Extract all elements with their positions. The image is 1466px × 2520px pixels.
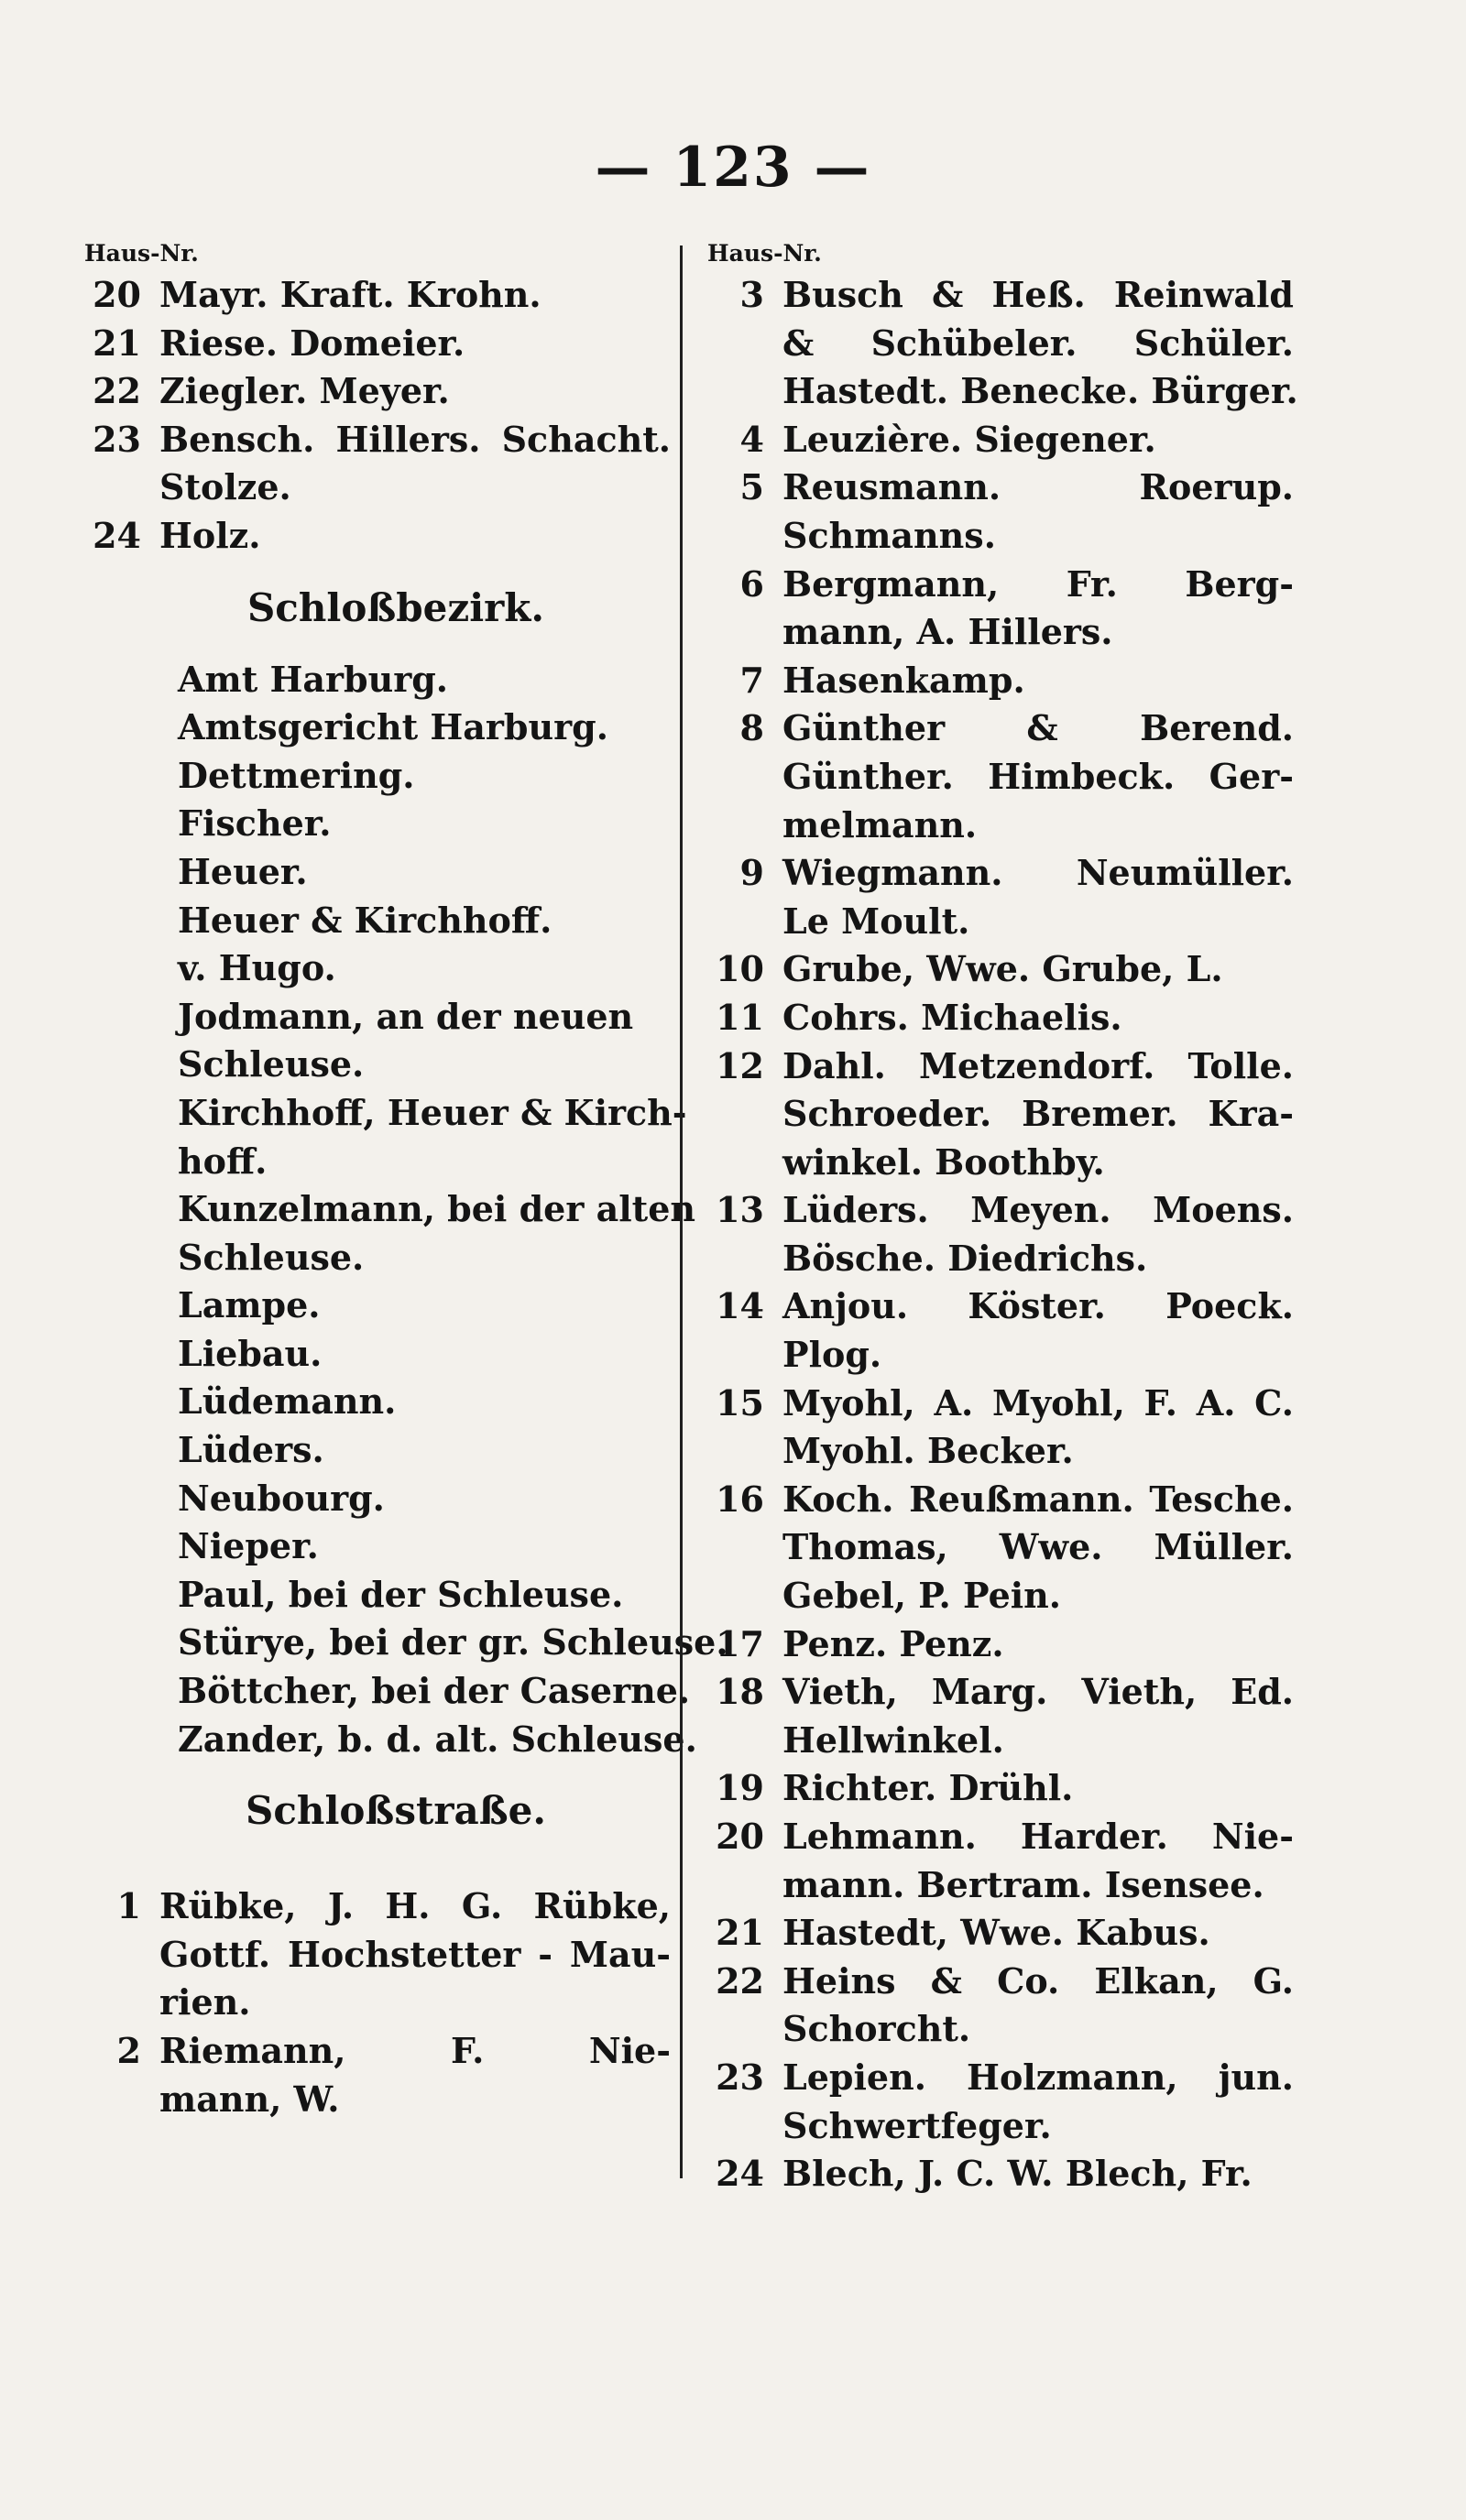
- institution-or-resident: Zander, b. d. alt. Schleuse.: [178, 1718, 697, 1760]
- entry-line: [84, 944, 671, 993]
- entry-line: [707, 1668, 1294, 1717]
- entry-line: [707, 753, 1294, 802]
- resident-names: Blech, J. C. W. Blech, Fr.: [782, 2153, 1253, 2195]
- resident-names: Holz.: [159, 514, 261, 556]
- entry-line: [707, 1235, 1294, 1283]
- resident-names: Grube, Wwe. Grube, L.: [782, 948, 1223, 990]
- left-column: [84, 236, 728, 2123]
- house-number: 3: [739, 274, 764, 315]
- institution-or-resident: Kunzelmann, bei der alten: [178, 1188, 696, 1230]
- indent: [84, 1475, 159, 1523]
- house-number: 6: [739, 562, 764, 605]
- house-number: [707, 608, 764, 657]
- entry-line: [707, 1958, 1294, 2006]
- section-heading-schlossbezirk: Schloßbezirk.: [246, 584, 545, 630]
- resident-names: Mayr. Kraft. Krohn.: [159, 274, 542, 315]
- house-number: 9: [739, 852, 764, 894]
- house-number: 20: [93, 274, 141, 315]
- entry-line: [707, 1523, 1294, 1572]
- house-number: 5: [739, 466, 764, 508]
- indent: [84, 1426, 159, 1475]
- resident-names: Richter. Drühl.: [782, 1767, 1074, 1809]
- institution-or-resident: Lüdemann.: [178, 1380, 397, 1423]
- resident-names: Ziegler. Meyer.: [159, 370, 450, 412]
- entry-line: [707, 994, 1294, 1042]
- indent: [84, 1619, 159, 1667]
- resident-names: & Schübeler. Schüler.: [782, 322, 1294, 364]
- entry-line: [84, 2076, 671, 2124]
- indent: [84, 1716, 159, 1764]
- resident-names: Anjou. Köster. Poeck.: [782, 1285, 1294, 1327]
- entry-line: [707, 2102, 1294, 2151]
- house-number: [707, 1523, 764, 1572]
- resident-names: Myohl, A. Myohl, F. A. C.: [782, 1381, 1294, 1424]
- house-number: 8: [739, 707, 764, 749]
- entry-line: [707, 271, 1294, 320]
- house-number: [707, 1572, 764, 1620]
- institution-or-resident: Lüders.: [178, 1429, 324, 1471]
- resident-names: Riemann, F. Nie-: [159, 2030, 671, 2071]
- resident-names: Hastedt. Benecke. Bürger.: [782, 370, 1298, 412]
- institution-or-resident: Jodmann, an der neuen: [178, 995, 634, 1037]
- entry-line: [707, 320, 1294, 368]
- entry-line: [707, 1909, 1294, 1958]
- resident-names: Rübke, J. H. G. Rübke,: [159, 1885, 671, 1927]
- institution-or-resident: Neubourg.: [178, 1477, 385, 1519]
- resident-names: Lüders. Meyen. Moens.: [782, 1189, 1294, 1231]
- entry-line: [84, 1330, 671, 1379]
- indent: [84, 656, 159, 704]
- page-number: — 123 —: [595, 136, 871, 200]
- resident-names: Riese. Domeier.: [159, 322, 465, 364]
- entry-line: [707, 657, 1294, 705]
- house-number: [707, 802, 764, 850]
- indent: [84, 1667, 159, 1716]
- entry-line: [707, 1620, 1294, 1669]
- entry-line: [707, 945, 1294, 994]
- house-number: 24: [93, 514, 141, 556]
- entry-line: [707, 2150, 1294, 2198]
- entry-line: [84, 1041, 671, 1089]
- resident-names: Heins & Co. Elkan, G.: [782, 1959, 1294, 2002]
- entry-line: [707, 2005, 1294, 2054]
- house-number: 15: [716, 1381, 764, 1424]
- entry-line: [707, 367, 1298, 416]
- entry-line: [84, 1138, 671, 1186]
- indent: [84, 1330, 159, 1379]
- entry-line: [84, 752, 671, 801]
- schlossbezirk-list: [84, 656, 728, 1764]
- house-number: 17: [716, 1622, 764, 1664]
- entry-line: [707, 1282, 1294, 1331]
- resident-names: mann, A. Hillers.: [782, 611, 1113, 653]
- entry-line: [84, 1979, 671, 2027]
- house-number: [707, 2005, 764, 2054]
- entry-line: [84, 1882, 671, 1931]
- institution-or-resident: Dettmering.: [178, 754, 415, 796]
- entry-line: [707, 1090, 1294, 1139]
- house-number: 4: [739, 418, 764, 460]
- institution-or-resident: Stürye, bei der gr. Schleuse.: [178, 1621, 728, 1664]
- indent: [84, 848, 159, 897]
- entry-line: [84, 271, 671, 320]
- indent: [84, 1138, 159, 1186]
- institution-or-resident: Fischer.: [178, 802, 332, 845]
- entry-line: [84, 512, 671, 561]
- indent: [84, 1041, 159, 1089]
- resident-names: Gottf. Hochstetter - Mau-: [159, 1933, 671, 1975]
- resident-names: Bensch. Hillers. Schacht.: [159, 418, 671, 460]
- entry-line: [84, 1089, 687, 1138]
- entry-line: [707, 416, 1294, 464]
- house-number: 21: [93, 322, 141, 364]
- resident-names: Cohrs. Michaelis.: [782, 996, 1122, 1038]
- resident-names: Plog.: [782, 1334, 882, 1376]
- resident-names: Vieth, Marg. Vieth, Ed.: [782, 1671, 1294, 1713]
- resident-names: Hastedt, Wwe. Kabus.: [782, 1912, 1210, 1954]
- house-number: 10: [716, 948, 764, 990]
- house-number: 12: [716, 1044, 764, 1086]
- house-number: [84, 464, 141, 512]
- house-number: [707, 1331, 764, 1380]
- entry-line: [84, 367, 671, 416]
- institution-or-resident: Lampe.: [178, 1284, 321, 1326]
- resident-names: Hasenkamp.: [782, 659, 1025, 701]
- resident-names: Lepien. Holzmann, jun.: [782, 2056, 1294, 2098]
- resident-names: Hellwinkel.: [782, 1718, 1004, 1761]
- resident-names: Koch. Reußmann. Tesche.: [782, 1478, 1294, 1520]
- resident-names: Gebel, P. Pein.: [782, 1575, 1062, 1617]
- entry-line: [84, 656, 671, 704]
- institution-or-resident: Heuer & Kirchhoff.: [178, 899, 552, 941]
- entry-line: [707, 1331, 1294, 1380]
- resident-names: Busch & Heß. Reinwald: [782, 274, 1294, 315]
- entry-line: [707, 1139, 1294, 1187]
- institution-or-resident: Schleuse.: [178, 1236, 365, 1278]
- entry-line: [84, 1185, 696, 1234]
- house-number: 14: [716, 1285, 764, 1327]
- institution-or-resident: Amtsgericht Harburg.: [178, 706, 608, 748]
- house-number: 23: [93, 418, 141, 460]
- resident-names: Reusmann. Roerup.: [782, 466, 1294, 508]
- entry-line: [707, 898, 1294, 946]
- resident-names: Stolze.: [159, 466, 291, 508]
- house-number: [707, 1139, 764, 1187]
- resident-names: Schorcht.: [782, 2008, 971, 2050]
- entry-line: [707, 1764, 1294, 1813]
- section-heading-schlossstrasse: Schloßstraße.: [246, 1788, 546, 1834]
- indent: [84, 1378, 159, 1426]
- resident-names: Schmanns.: [782, 514, 996, 556]
- resident-names: Günther & Berend.: [782, 707, 1294, 749]
- resident-names: Schwertfeger.: [782, 2104, 1052, 2146]
- right-column: [707, 236, 1298, 2198]
- resident-names: mann, W.: [159, 2078, 340, 2120]
- institution-or-resident: Kirchhoff, Heuer & Kirch-: [178, 1091, 687, 1133]
- entry-line: [84, 704, 671, 752]
- entry-line: [707, 1042, 1294, 1091]
- indent: [84, 704, 159, 752]
- house-number: [707, 1235, 764, 1283]
- resident-names: Penz. Penz.: [782, 1622, 1004, 1664]
- resident-names: Myohl. Becker.: [782, 1430, 1074, 1472]
- resident-names: Lehmann. Harder. Nie-: [782, 1816, 1294, 1857]
- entry-line: [84, 1571, 671, 1620]
- resident-names: Günther. Himbeck. Ger-: [782, 755, 1294, 797]
- house-number: 21: [716, 1912, 764, 1954]
- house-number: [707, 898, 764, 946]
- house-number: [84, 2076, 141, 2124]
- indent: [84, 944, 159, 993]
- entry-line: [84, 416, 671, 464]
- house-number: 20: [716, 1816, 764, 1857]
- resident-names: Thomas, Wwe. Müller.: [782, 1526, 1294, 1568]
- entry-line: [84, 1931, 671, 1980]
- institution-or-resident: Heuer.: [178, 850, 308, 892]
- house-number: 13: [716, 1189, 764, 1231]
- house-number: [707, 320, 764, 368]
- indent: [84, 1234, 159, 1282]
- left-column-header: Haus-Nr.: [84, 240, 199, 267]
- indent: [84, 1571, 159, 1620]
- house-number: 22: [716, 1959, 764, 2002]
- institution-or-resident: v. Hugo.: [178, 947, 336, 989]
- resident-names: Bösche. Diedrichs.: [782, 1237, 1148, 1279]
- institution-or-resident: Schleuse.: [178, 1043, 365, 1085]
- resident-names: Schroeder. Bremer. Kra-: [782, 1093, 1294, 1135]
- entry-line: [84, 897, 671, 945]
- house-number: [84, 1979, 141, 2027]
- indent: [84, 897, 159, 945]
- resident-names: Leuzière. Siegener.: [782, 418, 1156, 460]
- entry-line: [707, 849, 1294, 898]
- indent: [84, 1089, 159, 1138]
- house-number: 23: [716, 2056, 764, 2098]
- resident-names: Dahl. Metzendorf. Tolle.: [782, 1044, 1294, 1086]
- entry-line: [84, 1426, 671, 1475]
- entry-line: [84, 993, 671, 1042]
- entry-line: [707, 1572, 1294, 1620]
- right-column-header: Haus-Nr.: [707, 240, 822, 267]
- house-number: 24: [716, 2153, 764, 2195]
- entry-line: [84, 1716, 697, 1764]
- entry-line: [84, 1475, 671, 1523]
- house-number: 11: [716, 996, 764, 1038]
- entry-line: [707, 1861, 1294, 1910]
- section-gap: [84, 1859, 671, 1882]
- house-number: 19: [716, 1767, 764, 1809]
- entry-line: [707, 512, 1294, 561]
- right-entries: [707, 271, 1298, 2198]
- indent: [84, 993, 159, 1042]
- institution-or-resident: Liebau.: [178, 1332, 323, 1374]
- entry-line: [84, 320, 671, 368]
- entry-line: [707, 802, 1294, 850]
- house-number: [707, 1427, 764, 1476]
- indent: [84, 1282, 159, 1330]
- house-number: [707, 2102, 764, 2151]
- resident-names: winkel. Boothby.: [782, 1140, 1105, 1183]
- indent: [84, 1522, 159, 1571]
- house-number: [707, 1861, 764, 1910]
- entry-line: [84, 800, 671, 848]
- indent: [84, 752, 159, 801]
- entry-line: [84, 848, 671, 897]
- institution-or-resident: Böttcher, bei der Caserne.: [178, 1670, 691, 1712]
- entry-line: [707, 1476, 1294, 1524]
- house-number: [707, 367, 764, 416]
- house-number: 7: [739, 659, 764, 701]
- resident-names: rien.: [159, 1981, 251, 2024]
- entry-line: [84, 1234, 671, 1282]
- resident-names: mann. Bertram. Isensee.: [782, 1863, 1264, 1905]
- entry-line: [707, 464, 1294, 512]
- house-number: [707, 1090, 764, 1139]
- resident-names: Bergmann, Fr. Berg-: [782, 562, 1294, 605]
- column-divider: [680, 245, 683, 2178]
- house-number: [707, 512, 764, 561]
- house-number: [707, 753, 764, 802]
- schlossstrasse-entries: [84, 1882, 671, 2123]
- entry-line: [84, 1378, 671, 1426]
- house-number: 18: [716, 1671, 764, 1713]
- indent: [84, 800, 159, 848]
- entry-line: [84, 2027, 671, 2076]
- entry-line: [707, 1186, 1294, 1235]
- resident-names: melmann.: [782, 803, 978, 845]
- house-number: 2: [116, 2030, 141, 2071]
- resident-names: Wiegmann. Neumüller.: [782, 852, 1294, 894]
- entry-line: [707, 561, 1294, 609]
- entry-line: [707, 608, 1294, 657]
- entry-line: [707, 1717, 1294, 1765]
- institution-or-resident: Nieper.: [178, 1525, 319, 1567]
- indent: [84, 1185, 159, 1234]
- house-number: 16: [716, 1478, 764, 1520]
- house-number: 22: [93, 370, 141, 412]
- entry-line: [707, 2054, 1294, 2102]
- house-number: 1: [116, 1885, 141, 1927]
- house-number: [707, 1717, 764, 1765]
- institution-or-resident: Paul, bei der Schleuse.: [178, 1573, 624, 1615]
- institution-or-resident: hoff.: [178, 1140, 268, 1182]
- entry-line: [84, 1522, 671, 1571]
- house-number: [84, 1931, 141, 1980]
- entry-line: [707, 1813, 1294, 1861]
- entry-line: [707, 704, 1294, 753]
- entry-line: [84, 1667, 691, 1716]
- resident-names: Le Moult.: [782, 900, 970, 942]
- entry-line: [707, 1427, 1294, 1476]
- entry-line: [84, 464, 671, 512]
- entry-line: [84, 1619, 728, 1667]
- entry-line: [707, 1380, 1294, 1428]
- left-entries-top: [84, 271, 671, 561]
- institution-or-resident: Amt Harburg.: [178, 658, 449, 700]
- entry-line: [84, 1282, 671, 1330]
